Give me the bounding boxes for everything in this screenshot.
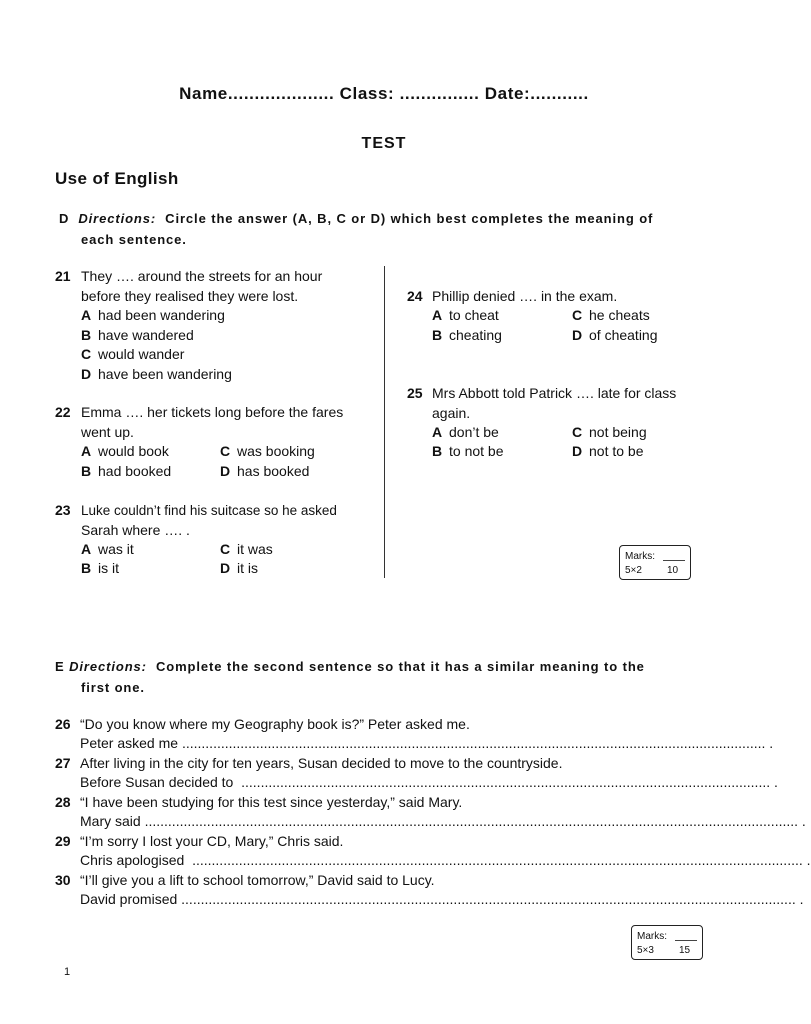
marks-label: Marks: (625, 551, 655, 562)
question-number: 22 (55, 404, 71, 420)
option-b[interactable]: B cheating (432, 327, 502, 343)
part-d-directions-cont: each sentence. (81, 232, 187, 247)
option-d[interactable]: D have been wandering (81, 366, 232, 382)
part-e-directions-cont: first one. (81, 680, 145, 695)
marks-label: Marks: (637, 931, 667, 942)
answer-line[interactable]: Mary said ........................................................................................................................................................................ . (80, 813, 806, 829)
option-a[interactable]: A don’t be (432, 424, 499, 440)
question-text: Emma …. her tickets long before the fares (81, 404, 344, 420)
question-number: 29 (55, 833, 71, 849)
question-text: Luke couldn’t find his suitcase so he asked (81, 503, 337, 518)
marks-total: 15 (679, 945, 691, 956)
question-number: 30 (55, 872, 71, 888)
question-prompt: “I’ll give you a lift to school tomorrow,” David said to Lucy. (80, 872, 435, 888)
marks-box-e (631, 925, 703, 960)
option-a[interactable]: A would book (81, 443, 169, 459)
part-d-directions-label: Directions: (78, 211, 157, 226)
option-d[interactable]: D has booked (220, 463, 310, 479)
question-prompt: After living in the city for ten years, Susan decided to move to the countryside. (80, 755, 563, 771)
question-text-cont: before they realised they were lost. (81, 288, 299, 304)
part-e-directions (55, 656, 745, 677)
question-text-cont: Sarah where …. . (81, 522, 190, 538)
question-text-cont: again. (432, 405, 471, 421)
section-title: Use of English (55, 169, 179, 188)
option-c[interactable]: C it was (220, 541, 273, 557)
question-text: They …. around the streets for an hour (81, 268, 323, 284)
option-c[interactable]: C not being (572, 424, 647, 440)
question-number: 25 (407, 385, 423, 401)
answer-line[interactable]: David promised .............................................................................................................................................................. . (80, 891, 804, 907)
part-e-directions-label: Directions: (69, 659, 147, 674)
option-d[interactable]: D it is (220, 560, 258, 576)
question-text: Mrs Abbott told Patrick …. late for class (432, 385, 677, 401)
option-b[interactable]: B to not be (432, 443, 504, 459)
option-a[interactable]: A was it (81, 541, 134, 557)
option-d[interactable]: D not to be (572, 443, 644, 459)
name-class-date-line: Name.................... Class: ............... Date:........... (179, 84, 589, 103)
marks-calc: 5×2 (625, 565, 642, 576)
question-prompt: “I’m sorry I lost your CD, Mary,” Chris said. (80, 833, 344, 849)
column-divider (384, 266, 385, 578)
part-e-letter: E (55, 659, 65, 674)
part-d-directions-text: Circle the answer (A, B, C or D) which best completes the meaning of (165, 211, 654, 226)
question-number: 21 (55, 268, 71, 284)
option-b[interactable]: B is it (81, 560, 119, 576)
option-c[interactable]: C was booking (220, 443, 315, 459)
marks-score-blank[interactable] (663, 560, 685, 561)
answer-line[interactable]: Chris apologised ............................................................................................................................................................. . (80, 852, 811, 868)
marks-score-blank[interactable] (675, 940, 697, 941)
question-text-cont: went up. (81, 424, 134, 440)
part-d-letter: D (59, 211, 70, 226)
question-number: 26 (55, 716, 71, 732)
question-text: Phillip denied …. in the exam. (432, 288, 618, 304)
question-number: 27 (55, 755, 71, 771)
question-prompt: “I have been studying for this test since yesterday,” said Mary. (80, 794, 463, 810)
part-d-directions (59, 208, 739, 229)
option-b[interactable]: B had booked (81, 463, 172, 479)
page-number: 1 (64, 966, 71, 978)
marks-total: 10 (667, 565, 679, 576)
option-a[interactable]: A to cheat (432, 307, 499, 323)
question-prompt: “Do you know where my Geography book is?” Peter asked me. (80, 716, 470, 732)
option-b[interactable]: B have wandered (81, 327, 194, 343)
option-d[interactable]: D of cheating (572, 327, 658, 343)
option-c[interactable]: C would wander (81, 346, 185, 362)
question-number: 23 (55, 502, 71, 518)
answer-line[interactable]: Before Susan decided to ........................................................................................................................................ . (80, 774, 778, 790)
option-c[interactable]: C he cheats (572, 307, 650, 323)
question-number: 28 (55, 794, 71, 810)
question-number: 24 (407, 288, 423, 304)
answer-line[interactable]: Peter asked me ...................................................................................................................................................... . (80, 735, 774, 751)
test-title: TEST (361, 135, 407, 152)
option-a[interactable]: A had been wandering (81, 307, 225, 323)
part-e-directions-text: Complete the second sentence so that it has a similar meaning to the (155, 659, 645, 674)
marks-calc: 5×3 (637, 945, 654, 956)
marks-box-d (619, 545, 691, 580)
